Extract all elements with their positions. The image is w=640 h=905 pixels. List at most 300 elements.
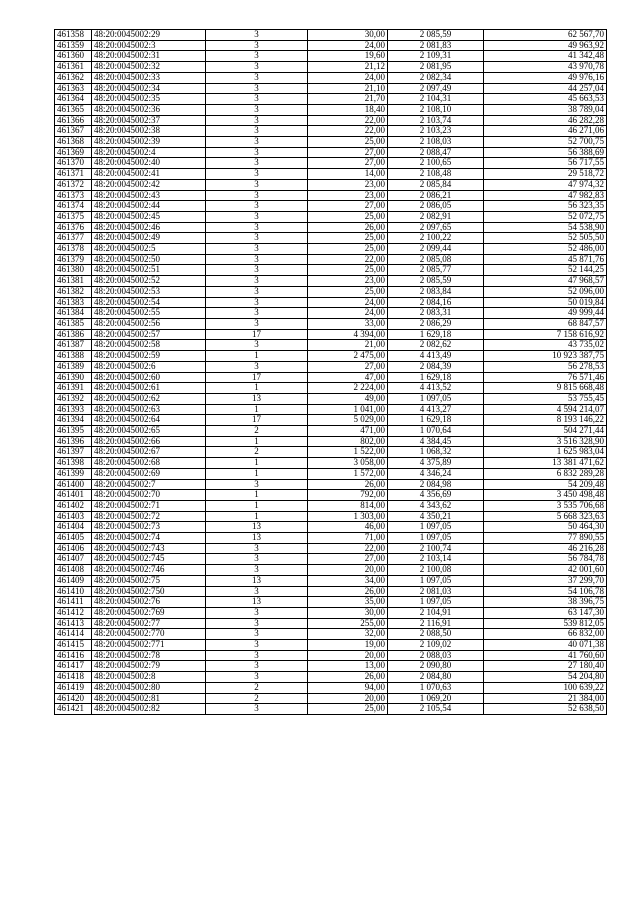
cadastral-number-cell: 48:20:0045002:50	[92, 254, 206, 265]
table-row	[55, 533, 607, 544]
row-number-cell: 461363	[55, 83, 92, 94]
row-number-cell: 461364	[55, 94, 92, 105]
cadastral-value-cell: 41 342,48	[484, 51, 607, 62]
category-cell: 3	[206, 586, 308, 597]
category-cell: 1	[206, 436, 308, 447]
cadastral-value-cell: 4 594 214,07	[484, 404, 607, 415]
row-number-cell: 461384	[55, 308, 92, 319]
cadastral-value-cell: 9 815 668,48	[484, 383, 607, 394]
cadastral-value-cell: 47 982,83	[484, 190, 607, 201]
table-body	[55, 30, 607, 715]
specific-value-cell: 4 413,49	[388, 351, 484, 362]
area-cell: 25,00	[308, 704, 388, 715]
area-cell: 26,00	[308, 586, 388, 597]
cadastral-number-cell: 48:20:0045002:8	[92, 672, 206, 683]
cadastral-number-cell: 48:20:0045002:769	[92, 607, 206, 618]
specific-value-cell: 2 097,49	[388, 83, 484, 94]
table-row	[55, 179, 607, 190]
specific-value-cell: 2 097,65	[388, 222, 484, 233]
cadastral-value-cell: 54 106,78	[484, 586, 607, 597]
specific-value-cell: 2 082,34	[388, 72, 484, 83]
cadastral-number-cell: 48:20:0045002:38	[92, 126, 206, 137]
specific-value-cell: 2 090,80	[388, 661, 484, 672]
cadastral-value-cell: 56 784,78	[484, 554, 607, 565]
category-cell: 3	[206, 222, 308, 233]
cadastral-value-cell: 50 019,84	[484, 297, 607, 308]
category-cell: 3	[206, 244, 308, 255]
table-row	[55, 361, 607, 372]
area-cell: 1 572,00	[308, 468, 388, 479]
area-cell: 19,00	[308, 640, 388, 651]
table-row	[55, 276, 607, 287]
row-number-cell: 461399	[55, 468, 92, 479]
specific-value-cell: 2 104,31	[388, 94, 484, 105]
table-row	[55, 586, 607, 597]
specific-value-cell: 2 088,47	[388, 147, 484, 158]
area-cell: 814,00	[308, 500, 388, 511]
area-cell: 26,00	[308, 672, 388, 683]
area-cell: 22,00	[308, 126, 388, 137]
cadastral-value-cell: 47 974,32	[484, 179, 607, 190]
category-cell: 13	[206, 393, 308, 404]
category-cell: 3	[206, 297, 308, 308]
specific-value-cell: 4 356,69	[388, 490, 484, 501]
cadastral-number-cell: 48:20:0045002:73	[92, 522, 206, 533]
cadastral-value-cell: 68 847,57	[484, 318, 607, 329]
cadastral-number-cell: 48:20:0045002:750	[92, 586, 206, 597]
category-cell: 3	[206, 147, 308, 158]
row-number-cell: 461367	[55, 126, 92, 137]
cadastral-number-cell: 48:20:0045002:65	[92, 426, 206, 437]
area-cell: 792,00	[308, 490, 388, 501]
specific-value-cell: 2 104,91	[388, 607, 484, 618]
cadastral-number-cell: 48:20:0045002:57	[92, 329, 206, 340]
specific-value-cell: 2 085,84	[388, 179, 484, 190]
category-cell: 13	[206, 533, 308, 544]
table-row	[55, 147, 607, 158]
cadastral-number-cell: 48:20:0045002:74	[92, 533, 206, 544]
cadastral-value-cell: 21 384,00	[484, 693, 607, 704]
table-row	[55, 404, 607, 415]
row-number-cell: 461414	[55, 629, 92, 640]
cadastral-number-cell: 48:20:0045002:35	[92, 94, 206, 105]
specific-value-cell: 4 343,62	[388, 500, 484, 511]
area-cell: 27,00	[308, 158, 388, 169]
table-row	[55, 436, 607, 447]
area-cell: 21,70	[308, 94, 388, 105]
row-number-cell: 461361	[55, 62, 92, 73]
category-cell: 3	[206, 286, 308, 297]
cadastral-number-cell: 48:20:0045002:36	[92, 104, 206, 115]
row-number-cell: 461368	[55, 137, 92, 148]
cadastral-value-cell: 5 668 323,63	[484, 511, 607, 522]
area-cell: 4 394,00	[308, 329, 388, 340]
table-row	[55, 40, 607, 51]
category-cell: 3	[206, 72, 308, 83]
row-number-cell: 461403	[55, 511, 92, 522]
row-number-cell: 461378	[55, 244, 92, 255]
table-row	[55, 83, 607, 94]
category-cell: 3	[206, 83, 308, 94]
row-number-cell: 461397	[55, 447, 92, 458]
area-cell: 30,00	[308, 607, 388, 618]
area-cell: 35,00	[308, 597, 388, 608]
table-row	[55, 169, 607, 180]
area-cell: 22,00	[308, 254, 388, 265]
specific-value-cell: 2 099,44	[388, 244, 484, 255]
row-number-cell: 461401	[55, 490, 92, 501]
cadastral-number-cell: 48:20:0045002:5	[92, 244, 206, 255]
table-row	[55, 318, 607, 329]
row-number-cell: 461409	[55, 575, 92, 586]
category-cell: 1	[206, 500, 308, 511]
cadastral-number-cell: 48:20:0045002:41	[92, 169, 206, 180]
specific-value-cell: 2 116,91	[388, 618, 484, 629]
cadastral-number-cell: 48:20:0045002:62	[92, 393, 206, 404]
area-cell: 25,00	[308, 233, 388, 244]
specific-value-cell: 2 100,22	[388, 233, 484, 244]
row-number-cell: 461369	[55, 147, 92, 158]
cadastral-number-cell: 48:20:0045002:743	[92, 543, 206, 554]
cadastral-value-cell: 47 968,57	[484, 276, 607, 287]
table-row	[55, 511, 607, 522]
row-number-cell: 461375	[55, 211, 92, 222]
row-number-cell: 461360	[55, 51, 92, 62]
cadastral-number-cell: 48:20:0045002:72	[92, 511, 206, 522]
specific-value-cell: 2 084,39	[388, 361, 484, 372]
cadastral-value-cell: 3 535 706,68	[484, 500, 607, 511]
row-number-cell: 461415	[55, 640, 92, 651]
cadastral-number-cell: 48:20:0045002:82	[92, 704, 206, 715]
cadastral-number-cell: 48:20:0045002:43	[92, 190, 206, 201]
row-number-cell: 461402	[55, 500, 92, 511]
specific-value-cell: 1 070,63	[388, 682, 484, 693]
cadastral-number-cell: 48:20:0045002:746	[92, 565, 206, 576]
row-number-cell: 461387	[55, 340, 92, 351]
cadastral-value-cell: 46 271,06	[484, 126, 607, 137]
area-cell: 23,00	[308, 179, 388, 190]
row-number-cell: 461420	[55, 693, 92, 704]
table-row	[55, 190, 607, 201]
table-row	[55, 650, 607, 661]
area-cell: 26,00	[308, 479, 388, 490]
category-cell: 3	[206, 158, 308, 169]
row-number-cell: 461374	[55, 201, 92, 212]
area-cell: 34,00	[308, 575, 388, 586]
row-number-cell: 461372	[55, 179, 92, 190]
cadastral-value-cell: 56 323,35	[484, 201, 607, 212]
category-cell: 3	[206, 179, 308, 190]
specific-value-cell: 1 097,05	[388, 575, 484, 586]
cadastral-value-cell: 76 571,46	[484, 372, 607, 383]
cadastral-value-cell: 3 516 328,90	[484, 436, 607, 447]
row-number-cell: 461405	[55, 533, 92, 544]
category-cell: 3	[206, 672, 308, 683]
row-number-cell: 461398	[55, 458, 92, 469]
area-cell: 25,00	[308, 137, 388, 148]
area-cell: 32,00	[308, 629, 388, 640]
area-cell: 24,00	[308, 40, 388, 51]
row-number-cell: 461393	[55, 404, 92, 415]
cadastral-number-cell: 48:20:0045002:4	[92, 147, 206, 158]
row-number-cell: 461362	[55, 72, 92, 83]
cadastral-number-cell: 48:20:0045002:32	[92, 62, 206, 73]
area-cell: 47,00	[308, 372, 388, 383]
row-number-cell: 461388	[55, 351, 92, 362]
row-number-cell: 461413	[55, 618, 92, 629]
area-cell: 13,00	[308, 661, 388, 672]
table-row	[55, 94, 607, 105]
cadastral-number-cell: 48:20:0045002:37	[92, 115, 206, 126]
table-row	[55, 222, 607, 233]
table-row	[55, 522, 607, 533]
table-row	[55, 201, 607, 212]
area-cell: 94,00	[308, 682, 388, 693]
specific-value-cell: 2 085,77	[388, 265, 484, 276]
cadastral-value-cell: 53 755,45	[484, 393, 607, 404]
category-cell: 3	[206, 30, 308, 41]
cadastral-value-cell: 52 505,50	[484, 233, 607, 244]
table-row	[55, 543, 607, 554]
specific-value-cell: 2 086,29	[388, 318, 484, 329]
table-row	[55, 383, 607, 394]
cadastral-value-cell: 50 464,30	[484, 522, 607, 533]
table-row	[55, 286, 607, 297]
area-cell: 471,00	[308, 426, 388, 437]
specific-value-cell: 1 097,05	[388, 393, 484, 404]
row-number-cell: 461389	[55, 361, 92, 372]
row-number-cell: 461419	[55, 682, 92, 693]
category-cell: 3	[206, 190, 308, 201]
area-cell: 33,00	[308, 318, 388, 329]
cadastral-number-cell: 48:20:0045002:6	[92, 361, 206, 372]
area-cell: 1 041,00	[308, 404, 388, 415]
table-row	[55, 415, 607, 426]
row-number-cell: 461416	[55, 650, 92, 661]
cadastral-value-cell: 62 567,70	[484, 30, 607, 41]
specific-value-cell: 2 085,59	[388, 276, 484, 287]
category-cell: 1	[206, 404, 308, 415]
table-row	[55, 693, 607, 704]
row-number-cell: 461407	[55, 554, 92, 565]
specific-value-cell: 2 086,21	[388, 190, 484, 201]
category-cell: 1	[206, 351, 308, 362]
cadastral-number-cell: 48:20:0045002:58	[92, 340, 206, 351]
category-cell: 3	[206, 318, 308, 329]
cadastral-value-cell: 29 518,72	[484, 169, 607, 180]
row-number-cell: 461410	[55, 586, 92, 597]
specific-value-cell: 2 100,65	[388, 158, 484, 169]
cadastral-number-cell: 48:20:0045002:80	[92, 682, 206, 693]
row-number-cell: 461421	[55, 704, 92, 715]
category-cell: 3	[206, 629, 308, 640]
cadastral-value-cell: 66 832,00	[484, 629, 607, 640]
area-cell: 18,40	[308, 104, 388, 115]
cadastral-number-cell: 48:20:0045002:71	[92, 500, 206, 511]
cadastral-number-cell: 48:20:0045002:81	[92, 693, 206, 704]
cadastral-number-cell: 48:20:0045002:70	[92, 490, 206, 501]
table-row	[55, 426, 607, 437]
table-row	[55, 297, 607, 308]
area-cell: 23,00	[308, 276, 388, 287]
row-number-cell: 461417	[55, 661, 92, 672]
cadastral-value-cell: 504 271,44	[484, 426, 607, 437]
row-number-cell: 461412	[55, 607, 92, 618]
category-cell: 17	[206, 329, 308, 340]
cadastral-value-cell: 46 282,28	[484, 115, 607, 126]
specific-value-cell: 2 105,54	[388, 704, 484, 715]
category-cell: 3	[206, 233, 308, 244]
area-cell: 27,00	[308, 201, 388, 212]
cadastral-number-cell: 48:20:0045002:79	[92, 661, 206, 672]
specific-value-cell: 4 413,27	[388, 404, 484, 415]
cadastral-value-cell: 77 890,55	[484, 533, 607, 544]
specific-value-cell: 1 629,18	[388, 329, 484, 340]
table-row	[55, 351, 607, 362]
row-number-cell: 461404	[55, 522, 92, 533]
specific-value-cell: 2 081,03	[388, 586, 484, 597]
row-number-cell: 461371	[55, 169, 92, 180]
cadastral-value-cell: 54 538,90	[484, 222, 607, 233]
table-row	[55, 254, 607, 265]
cadastral-number-cell: 48:20:0045002:53	[92, 286, 206, 297]
table-row	[55, 672, 607, 683]
category-cell: 3	[206, 361, 308, 372]
cadastral-number-cell: 48:20:0045002:33	[92, 72, 206, 83]
cadastral-value-cell: 3 450 498,48	[484, 490, 607, 501]
cadastral-number-cell: 48:20:0045002:44	[92, 201, 206, 212]
specific-value-cell: 2 100,08	[388, 565, 484, 576]
cadastral-number-cell: 48:20:0045002:40	[92, 158, 206, 169]
category-cell: 13	[206, 575, 308, 586]
category-cell: 3	[206, 254, 308, 265]
row-number-cell: 461406	[55, 543, 92, 554]
cadastral-value-cell: 46 216,28	[484, 543, 607, 554]
row-number-cell: 461392	[55, 393, 92, 404]
table-row	[55, 30, 607, 41]
area-cell: 1 522,00	[308, 447, 388, 458]
cadastral-value-cell: 8 193 146,22	[484, 415, 607, 426]
cadastral-value-cell: 40 071,38	[484, 640, 607, 651]
category-cell: 3	[206, 565, 308, 576]
row-number-cell: 461370	[55, 158, 92, 169]
table-row	[55, 265, 607, 276]
row-number-cell: 461390	[55, 372, 92, 383]
cadastral-number-cell: 48:20:0045002:78	[92, 650, 206, 661]
cadastral-value-cell: 52 700,75	[484, 137, 607, 148]
table-row	[55, 447, 607, 458]
cadastral-number-cell: 48:20:0045002:31	[92, 51, 206, 62]
area-cell: 22,00	[308, 543, 388, 554]
area-cell: 802,00	[308, 436, 388, 447]
area-cell: 27,00	[308, 554, 388, 565]
area-cell: 30,00	[308, 30, 388, 41]
table-row	[55, 479, 607, 490]
table-row	[55, 329, 607, 340]
cadastral-value-cell: 52 096,00	[484, 286, 607, 297]
category-cell: 3	[206, 340, 308, 351]
cadastral-value-cell: 44 257,04	[484, 83, 607, 94]
cadastral-value-cell: 45 871,76	[484, 254, 607, 265]
cadastral-value-cell: 1 625 983,04	[484, 447, 607, 458]
row-number-cell: 461359	[55, 40, 92, 51]
category-cell: 3	[206, 104, 308, 115]
cadastral-number-cell: 48:20:0045002:63	[92, 404, 206, 415]
category-cell: 3	[206, 126, 308, 137]
cadastral-number-cell: 48:20:0045002:34	[92, 83, 206, 94]
category-cell: 2	[206, 682, 308, 693]
specific-value-cell: 4 375,89	[388, 458, 484, 469]
cadastral-value-cell: 56 717,55	[484, 158, 607, 169]
area-cell: 24,00	[308, 308, 388, 319]
category-cell: 17	[206, 372, 308, 383]
table-row	[55, 233, 607, 244]
cadastral-number-cell: 48:20:0045002:42	[92, 179, 206, 190]
table-row	[55, 115, 607, 126]
cadastral-number-cell: 48:20:0045002:66	[92, 436, 206, 447]
category-cell: 3	[206, 211, 308, 222]
table-row	[55, 607, 607, 618]
table-row	[55, 640, 607, 651]
cadastral-number-cell: 48:20:0045002:61	[92, 383, 206, 394]
cadastral-value-cell: 42 001,60	[484, 565, 607, 576]
category-cell: 1	[206, 458, 308, 469]
cadastral-value-cell: 56 388,69	[484, 147, 607, 158]
cadastral-value-cell: 43 735,02	[484, 340, 607, 351]
cadastral-number-cell: 48:20:0045002:52	[92, 276, 206, 287]
table-row	[55, 500, 607, 511]
row-number-cell: 461380	[55, 265, 92, 276]
table-row	[55, 618, 607, 629]
category-cell: 3	[206, 479, 308, 490]
cadastral-number-cell: 48:20:0045002:76	[92, 597, 206, 608]
cadastral-number-cell: 48:20:0045002:49	[92, 233, 206, 244]
specific-value-cell: 2 084,80	[388, 672, 484, 683]
row-number-cell: 461379	[55, 254, 92, 265]
specific-value-cell: 2 109,31	[388, 51, 484, 62]
cadastral-number-cell: 48:20:0045002:64	[92, 415, 206, 426]
specific-value-cell: 1 629,18	[388, 372, 484, 383]
area-cell: 20,00	[308, 565, 388, 576]
category-cell: 3	[206, 607, 308, 618]
row-number-cell: 461382	[55, 286, 92, 297]
specific-value-cell: 4 350,21	[388, 511, 484, 522]
area-cell: 27,00	[308, 147, 388, 158]
specific-value-cell: 1 069,20	[388, 693, 484, 704]
cadastral-number-cell: 48:20:0045002:745	[92, 554, 206, 565]
table-row	[55, 104, 607, 115]
cadastral-value-cell: 10 923 387,75	[484, 351, 607, 362]
area-cell: 46,00	[308, 522, 388, 533]
table-row	[55, 682, 607, 693]
row-number-cell: 461386	[55, 329, 92, 340]
category-cell: 3	[206, 94, 308, 105]
table-row	[55, 137, 607, 148]
specific-value-cell: 4 384,45	[388, 436, 484, 447]
category-cell: 3	[206, 276, 308, 287]
specific-value-cell: 2 088,03	[388, 650, 484, 661]
area-cell: 19,60	[308, 51, 388, 62]
cadastral-number-cell: 48:20:0045002:771	[92, 640, 206, 651]
cadastral-number-cell: 48:20:0045002:51	[92, 265, 206, 276]
category-cell: 3	[206, 704, 308, 715]
cadastral-number-cell: 48:20:0045002:770	[92, 629, 206, 640]
row-number-cell: 461365	[55, 104, 92, 115]
category-cell: 3	[206, 62, 308, 73]
area-cell: 25,00	[308, 211, 388, 222]
cadastral-value-cell: 52 072,75	[484, 211, 607, 222]
specific-value-cell: 2 081,95	[388, 62, 484, 73]
